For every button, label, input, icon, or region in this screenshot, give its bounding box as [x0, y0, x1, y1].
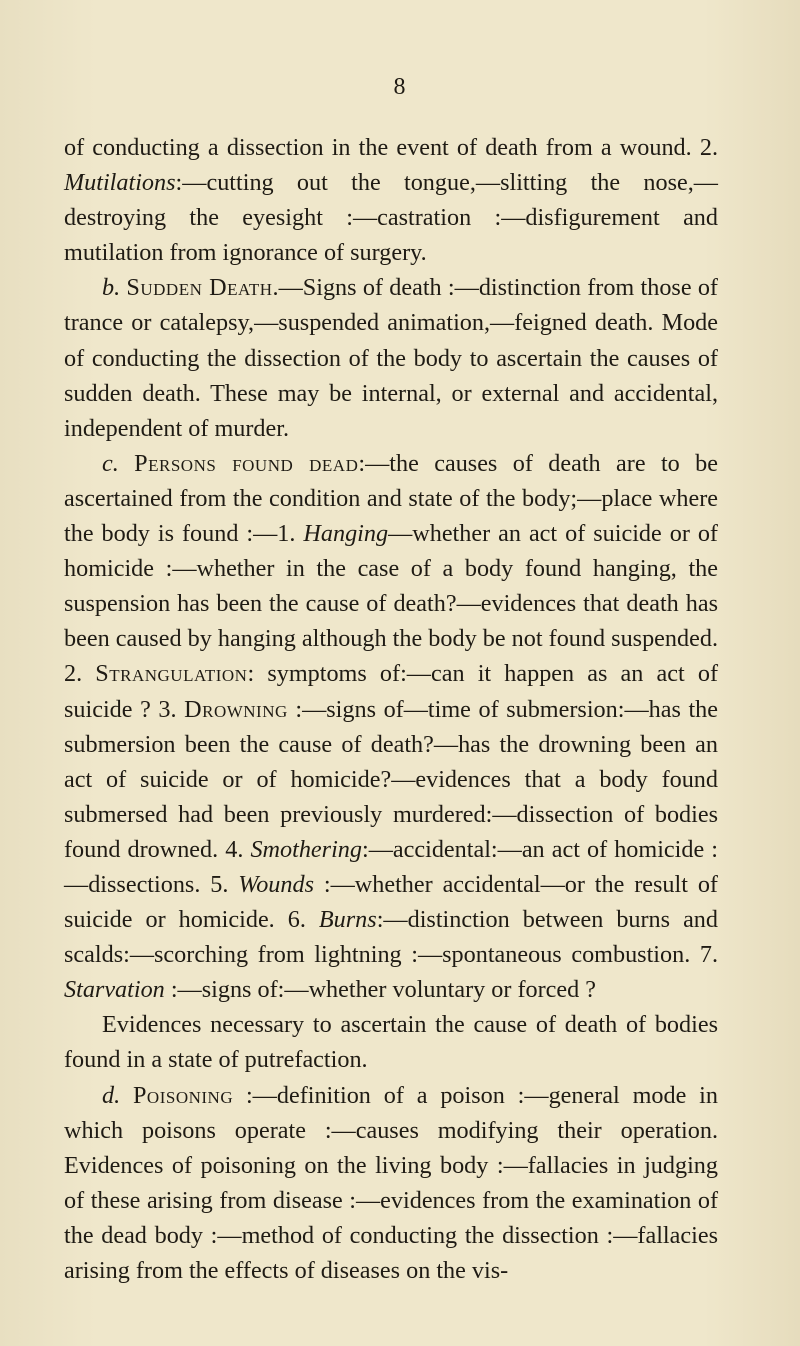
text-segment: Sudden Death	[126, 274, 273, 302]
text-segment: Starvation	[64, 976, 165, 1004]
text-segment: d.	[102, 1081, 133, 1109]
text-segment: Wounds	[238, 870, 314, 898]
text-segment: :—signs of—time of submersion:—has the submersion been the cause of death?—has the drowning been an act of suicide or of homicide?—evidences that a body found submersed had been previously murdered:—dissection of bodies found drowned. 4.	[64, 695, 719, 863]
text-segment: :—whether accidental—or the result of suicide or homicide. 6.	[64, 870, 718, 934]
paragraph-putrefaction	[64, 1007, 718, 1077]
text-segment: Smothering	[250, 835, 362, 863]
text-segment: —whether an act of suicide or of homicide :—whether in the case of a body found hanging, the suspension has been the cause of death?—evidences that death has been caused by hanging although the body be not found suspended. 2.	[64, 520, 718, 688]
text-segment: :—the causes of death are to be ascertained from the condition and state of the body;—place where the body is found :—1.	[64, 449, 718, 548]
text-segment: :—signs of:—whether voluntary or forced ?	[164, 976, 597, 1004]
text-segment: Hanging	[303, 520, 389, 548]
paragraph-poisoning	[64, 1078, 718, 1289]
text-segment: Persons found dead	[134, 449, 359, 477]
text-segment: b.	[102, 274, 127, 302]
text-segment: Strangulation	[95, 660, 248, 688]
text-segment: :—definition of a poison :—general mode in which poisons operate :—causes modifying their operation. Evidences of poisoning on the living body :—fallacies in judging of these arising from disease :—evidences from the examination of the dead body :—method of conducting the dissection :—fallacies arising from the effects of diseases on the vis-	[64, 1081, 718, 1284]
text-segment: Drowning	[184, 695, 288, 723]
paragraph-mutilations	[64, 130, 718, 270]
text-segment: :—accidental:—an act of homicide :—dissections. 5.	[64, 835, 718, 898]
text-segment: :—cutting out the tongue,—slitting the nose,—destroying the eyesight :—castration :—disfigurement and mutilation from ignorance of surgery.	[64, 169, 718, 267]
text-segment: c.	[102, 449, 135, 477]
text-segment: .—Signs of death :—distinction from those of trance or catalepsy,—suspended animation,—feigned death. Mode of conducting the dissection of the body to ascertain the causes of sudden death. These may be internal, or external and accidental, independent of murder.	[64, 274, 718, 442]
text-segment: of conducting a dissection in the event of death from a wound. 2.	[64, 134, 718, 161]
text-segment: Burns	[318, 906, 377, 934]
paragraph-sudden-death	[64, 270, 718, 445]
text-segment: Poisoning	[132, 1081, 234, 1109]
text-segment: : symptoms of:—can it happen as an act of suicide ? 3.	[64, 660, 719, 723]
body-text	[64, 130, 718, 1288]
page-number: 8	[393, 74, 407, 100]
text-segment: :—distinction between burns and scalds:—scorching from lightning :—spontaneous combustion. 7.	[64, 906, 718, 969]
paragraph-persons-found-dead	[64, 446, 718, 1008]
text-segment: Evidences necessary to ascertain the cause of death of bodies found in a state of putrefaction.	[64, 1011, 718, 1074]
text-segment: Mutilations	[64, 169, 176, 197]
